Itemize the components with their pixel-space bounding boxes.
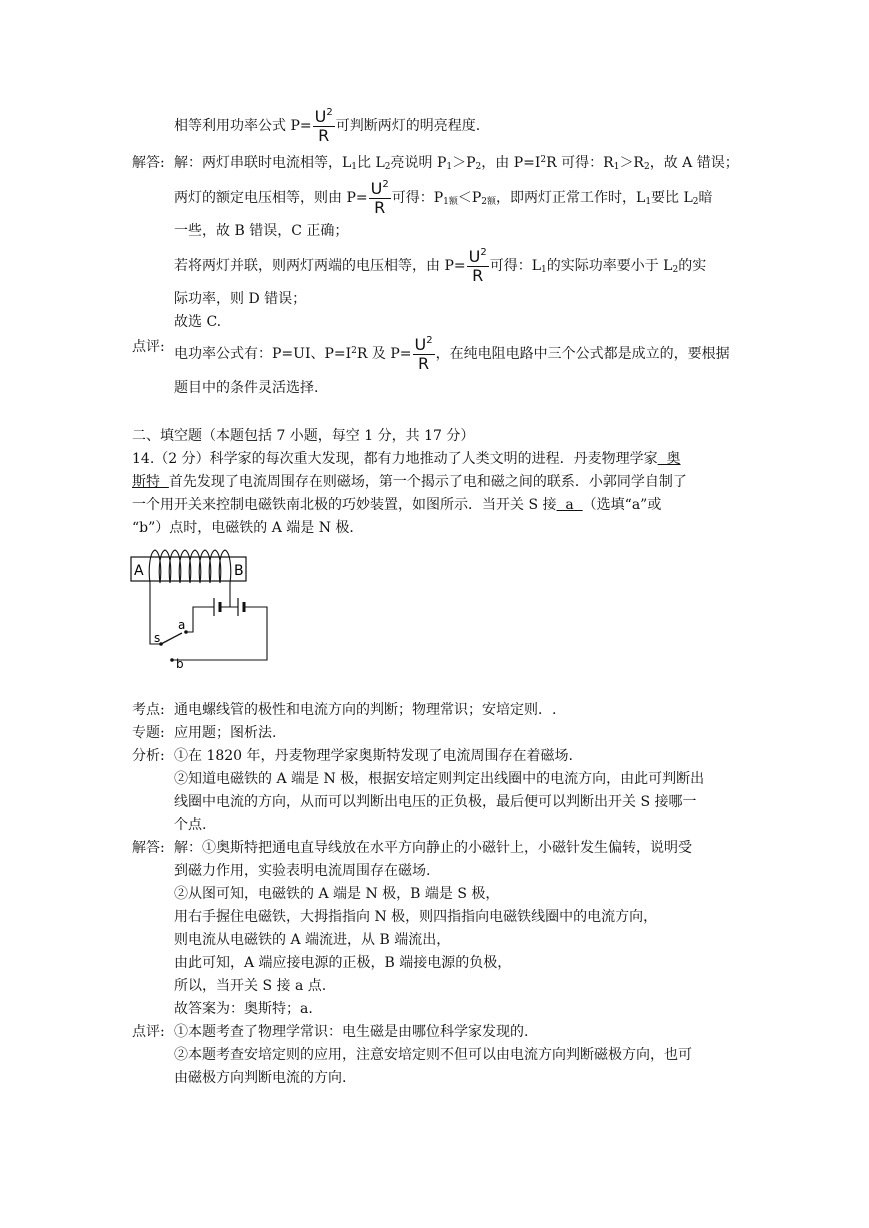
text-line: 故答案为：奥斯特；a. xyxy=(174,1001,313,1017)
question-line: 一个用开关来控制电磁铁南北极的巧妙装置，如图所示．当开关 S 接 a （选填“a”或 xyxy=(132,497,662,513)
answer-blank: 奥 xyxy=(657,451,681,467)
text-line: 个点. xyxy=(174,817,207,833)
text-line: 一些，故 B 错误，C 正确； xyxy=(174,223,349,239)
text-line: ①在 1820 年，丹麦物理学家奥斯特发现了电流周围存在着磁场. xyxy=(174,748,573,764)
text-span: 相等利用功率公式 P= xyxy=(174,118,312,134)
answer-blank: a xyxy=(556,497,583,513)
label-b-end: B xyxy=(234,563,244,579)
text-line: 故选 C. xyxy=(174,314,222,330)
text-line: 到磁力作用，实验表明电流周围存在磁场. xyxy=(174,863,431,879)
coil-winding xyxy=(149,550,231,583)
section-label: 考点: xyxy=(132,702,165,718)
text-line: ②知道电磁铁的 A 端是 N 极，根据安培定则判定出线圈中的电流方向，由此可判断出 xyxy=(174,771,705,787)
fraction-denominator: R xyxy=(318,125,330,145)
text-line: 由此可知，A 端应接电源的正极，B 端接电源的负极， xyxy=(174,955,512,971)
text-line: 则电流从电磁铁的 A 端流进，从 B 端流出， xyxy=(174,932,451,948)
text-line: 题目中的条件灵活选择. xyxy=(174,380,319,396)
text-line: 通电螺线管的极性和电流方向的判断；物理常识；安培定则．. xyxy=(174,702,557,718)
text-line: 电功率公式有：P=UI、$P=I^2R$ 及 P= $\frac{U^2}{R}$ ，在纯电阻电路中三个公式都是成立的，要根据 xyxy=(174,334,730,373)
text-line: 用右手握住电磁铁，大拇指指向 N 极，则四指指向电磁铁线圈中的电流方向， xyxy=(174,909,658,925)
text-line: 际功率，则 D 错误； xyxy=(174,291,307,307)
label-point-b: b xyxy=(176,657,184,670)
formula-fraction: $\frac{U^2}{R}$ xyxy=(370,178,389,217)
text-line: ②从图可知，电磁铁的 A 端是 N 极，B 端是 S 极， xyxy=(174,886,500,902)
iron-core xyxy=(131,557,246,581)
text-line: 解：①奥斯特把通电直导线放在水平方向静止的小磁针上，小磁针发生偏转，说明受 xyxy=(174,840,692,856)
text-line: 两灯的额定电压相等，则由 P= $\frac{U^2}{R}$ 可得：$P_{1额}<P_{2额}$，即两灯正常工作时，$L_1$要比 $L_2$暗 xyxy=(174,178,713,217)
text-line: 解：两灯串联时电流相等，$L_1$比 $L_2$亮说明 $P_1>P_2$，由 $P=I^2R$ 可得：$R_1>R_2$，故 A 错误； xyxy=(174,155,739,172)
section-label: 分析: xyxy=(132,748,165,764)
text-line xyxy=(174,104,480,148)
switch-blade xyxy=(161,633,182,644)
label-switch-s: s xyxy=(154,631,161,645)
formula-fraction: $\frac{U^2}{R}$ xyxy=(414,334,433,373)
section-label: 点评: xyxy=(132,339,165,355)
section-title: 二、填空题（本题包括 7 小题，每空 1 分，共 17 分） xyxy=(132,428,475,444)
text-line: 由磁极方向判断电流的方向. xyxy=(174,1070,347,1086)
answer-blank: 斯特 xyxy=(132,474,169,490)
label-point-a: a xyxy=(178,618,186,632)
battery xyxy=(214,598,244,616)
formula-fraction xyxy=(313,106,335,145)
electromagnet-circuit-figure xyxy=(130,546,270,670)
text-line: ②本题考查安培定则的应用，注意安培定则不但可以由电流方向判断磁极方向，也可 xyxy=(174,1047,692,1063)
section-label: 解答: xyxy=(132,840,165,856)
contact-b xyxy=(170,658,174,662)
question-line: 14.（2 分）科学家的每次重大发现，都有力地推动了人类文明的进程．丹麦物理学家 奥 xyxy=(132,451,681,467)
fraction-numerator: $U^2$ xyxy=(314,106,333,126)
section-label: 解答: xyxy=(132,155,165,171)
question-line: 斯特 首先发现了电流周围存在则磁场，第一个揭示了电和磁之间的联系．小郭同学自制了 xyxy=(132,474,687,490)
label-a-end: A xyxy=(134,563,144,579)
question-line: “b”）点时，电磁铁的 A 端是 N 极． xyxy=(132,520,364,536)
text-line: 若将两灯并联，则两灯两端的电压相等，由 P= $\frac{U^2}{R}$ 可得：$L_1$的实际功率要小于 $L_2$的实 xyxy=(174,246,707,285)
text-line: ①本题考查了物理学常识：电生磁是由哪位科学家发现的. xyxy=(174,1024,529,1040)
section-label: 专题: xyxy=(132,725,165,741)
text-line: 应用题；图析法. xyxy=(174,725,277,741)
formula-fraction: $\frac{U^2}{R}$ xyxy=(468,246,487,285)
text-span: 可判断两灯的明亮程度. xyxy=(335,118,481,134)
text-line: 线圈中电流的方向，从而可以判断出电压的正负极，最后便可以判断出开关 S 接哪一 xyxy=(174,794,697,810)
text-line: 所以，当开关 S 接 a 点. xyxy=(174,978,327,994)
section-label: 点评: xyxy=(132,1024,165,1040)
wire-a xyxy=(186,607,214,632)
